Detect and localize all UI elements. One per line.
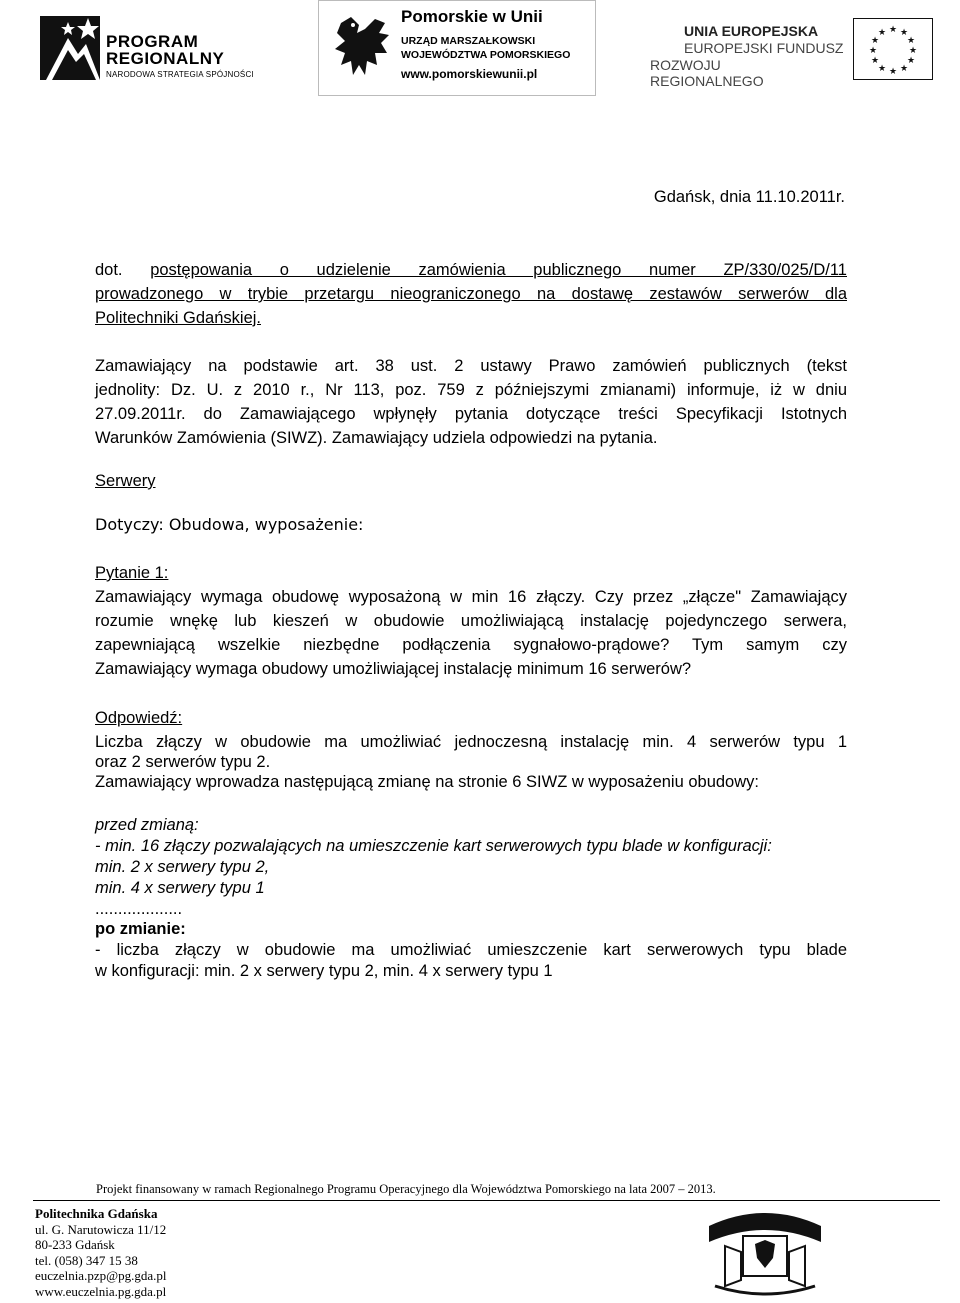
before-line-2: min. 2 x serwery typu 2, (95, 858, 270, 876)
pomorskie-line2: WOJEWÓDZTWA POMORSKIEGO (401, 49, 571, 61)
footer-addr1: ul. G. Narutowicza 11/12 (35, 1221, 167, 1237)
ue-line3: ROZWOJU REGIONALNEGO (650, 57, 764, 89)
intro-line-4: Warunków Zamówienia (SIWZ). Zamawiający udziela odpowiedzi na pytania. (95, 429, 658, 447)
footer-www[interactable]: www.euczelnia.pg.gda.pl (35, 1283, 167, 1299)
svg-text:★: ★ (877, 64, 887, 74)
ue-line2: EUROPEJSKI FUNDUSZ (684, 40, 844, 56)
answer-line-1: Liczba złączy w obudowie ma umożliwiać jednoczesną instalację min. 4 serwerów typu 1 (95, 733, 847, 751)
subject-line-2: prowadzonego w trybie przetargu nieograniczonego na dostawę zestawów serwerów dla (95, 285, 847, 303)
footer-project-note: Projekt finansowany w ramach Regionalnego Programu Operacyjnego dla Województwa Pomorskiego na lata 2007 – 2013. (96, 1182, 716, 1196)
pomorskie-w-unii-logo (318, 0, 596, 96)
svg-text:★: ★ (868, 46, 878, 56)
question-line-1: Zamawiający wymaga obudowę wyposażoną w min 16 złączy. Czy przez „złącze" Zamawiający (95, 588, 847, 606)
ue-line1: UNIA EUROPEJSKA (684, 23, 819, 39)
svg-text:★: ★ (877, 28, 887, 38)
question-line-3: zapewniającą wszelkie niezbędne podłączenia sygnałowo-prądowe? Tym samym czy (95, 636, 847, 654)
footer-email[interactable]: euczelnia.pzp@pg.gda.pl (35, 1268, 167, 1283)
after-line-1: - liczba złączy w obudowie ma umożliwiać umieszczenie kart serwerowych typu blade (95, 941, 847, 959)
program-regionalny-line3: NARODOWA STRATEGIA SPÓJNOŚCI (106, 70, 254, 79)
program-regionalny-logo (38, 10, 268, 90)
after-label: po zmianie: (95, 920, 186, 938)
before-line-3: min. 4 x serwery typu 1 (95, 879, 265, 897)
question-line-2: rozumie wnękę lub kieszeń w obudowie umożliwiającą instalację pojedynczego serwera, (95, 612, 847, 630)
footer-tel: tel. (058) 347 15 38 (35, 1252, 138, 1268)
footer-address-block (35, 1206, 166, 1299)
pomorskie-title: Pomorskie w Unii (401, 7, 543, 26)
intro-line-2: jednolity: Dz. U. z 2010 r., Nr 113, poz. 759 z późniejszymi zmianami) informuje, iż w dniu (95, 381, 847, 399)
pomorskie-url: www.pomorskiewunii.pl (401, 67, 538, 81)
footer-addr2: 80-233 Gdańsk (35, 1237, 115, 1252)
politechnika-seal-icon (705, 1206, 825, 1298)
before-line-1: - min. 16 złączy pozwalających na umieszczenie kart serwerowych typu blade w konfiguracji: (95, 837, 772, 855)
unia-europejska-logo (650, 18, 940, 88)
svg-text:★: ★ (906, 56, 916, 66)
svg-text:★: ★ (906, 36, 916, 46)
program-regionalny-line1: PROGRAM (106, 32, 199, 51)
subject-text-1: postępowania o udzielenie zamówienia publicznego numer ZP/330/025/D/11 (150, 261, 847, 279)
footer-org: Politechnika Gdańska (35, 1206, 158, 1221)
answer-line-3: Zamawiający wprowadza następującą zmianę na stronie 6 SIWZ w wyposażeniu obudowy: (95, 773, 759, 791)
subject-prefix: dot. (95, 261, 123, 279)
footer-rule (33, 1200, 940, 1201)
svg-text:★: ★ (888, 25, 898, 35)
intro-line-3: 27.09.2011r. do Zamawiającego wpłynęły pytania dotyczące treści Specyfikacji Istotnych (95, 405, 847, 423)
pomorskie-line1: URZĄD MARSZAŁKOWSKI (401, 35, 536, 47)
intro-line-1: Zamawiający na podstawie art. 38 ust. 2 ustawy Prawo zamówień publicznych (tekst (95, 357, 847, 375)
svg-text:★: ★ (888, 67, 898, 77)
question-line-4: Zamawiający wymaga obudowy umożliwiającej instalację minimum 16 serwerów? (95, 660, 692, 678)
before-label: przed zmianą: (95, 816, 199, 834)
section-title: Serwery (95, 472, 156, 490)
svg-text:★: ★ (899, 28, 909, 38)
griffin-icon (331, 13, 397, 87)
after-line-2: w konfiguracji: min. 2 x serwery typu 2, min. 4 x serwery typu 1 (95, 962, 553, 980)
date-line: Gdańsk, dnia 11.10.2011r. (653, 188, 845, 206)
eu-flag-icon (853, 18, 933, 80)
question-label: Pytanie 1: (95, 564, 169, 582)
answer-label: Odpowiedź: (95, 709, 183, 727)
topic-heading: Dotyczy: Obudowa, wyposażenie: (95, 515, 364, 534)
subject-line-1 (95, 260, 847, 280)
subject-line-3: Politechniki Gdańskiej. (95, 309, 261, 327)
svg-text:★: ★ (870, 36, 880, 46)
politechnika-seal (705, 1206, 825, 1298)
svg-text:★: ★ (899, 64, 909, 74)
before-ellipsis: ................... (95, 900, 183, 918)
svg-text:★: ★ (908, 46, 918, 56)
program-regionalny-line2: REGIONALNY (106, 49, 225, 68)
svg-text:★: ★ (870, 56, 880, 66)
answer-line-2: oraz 2 serwerów typu 2. (95, 753, 271, 771)
